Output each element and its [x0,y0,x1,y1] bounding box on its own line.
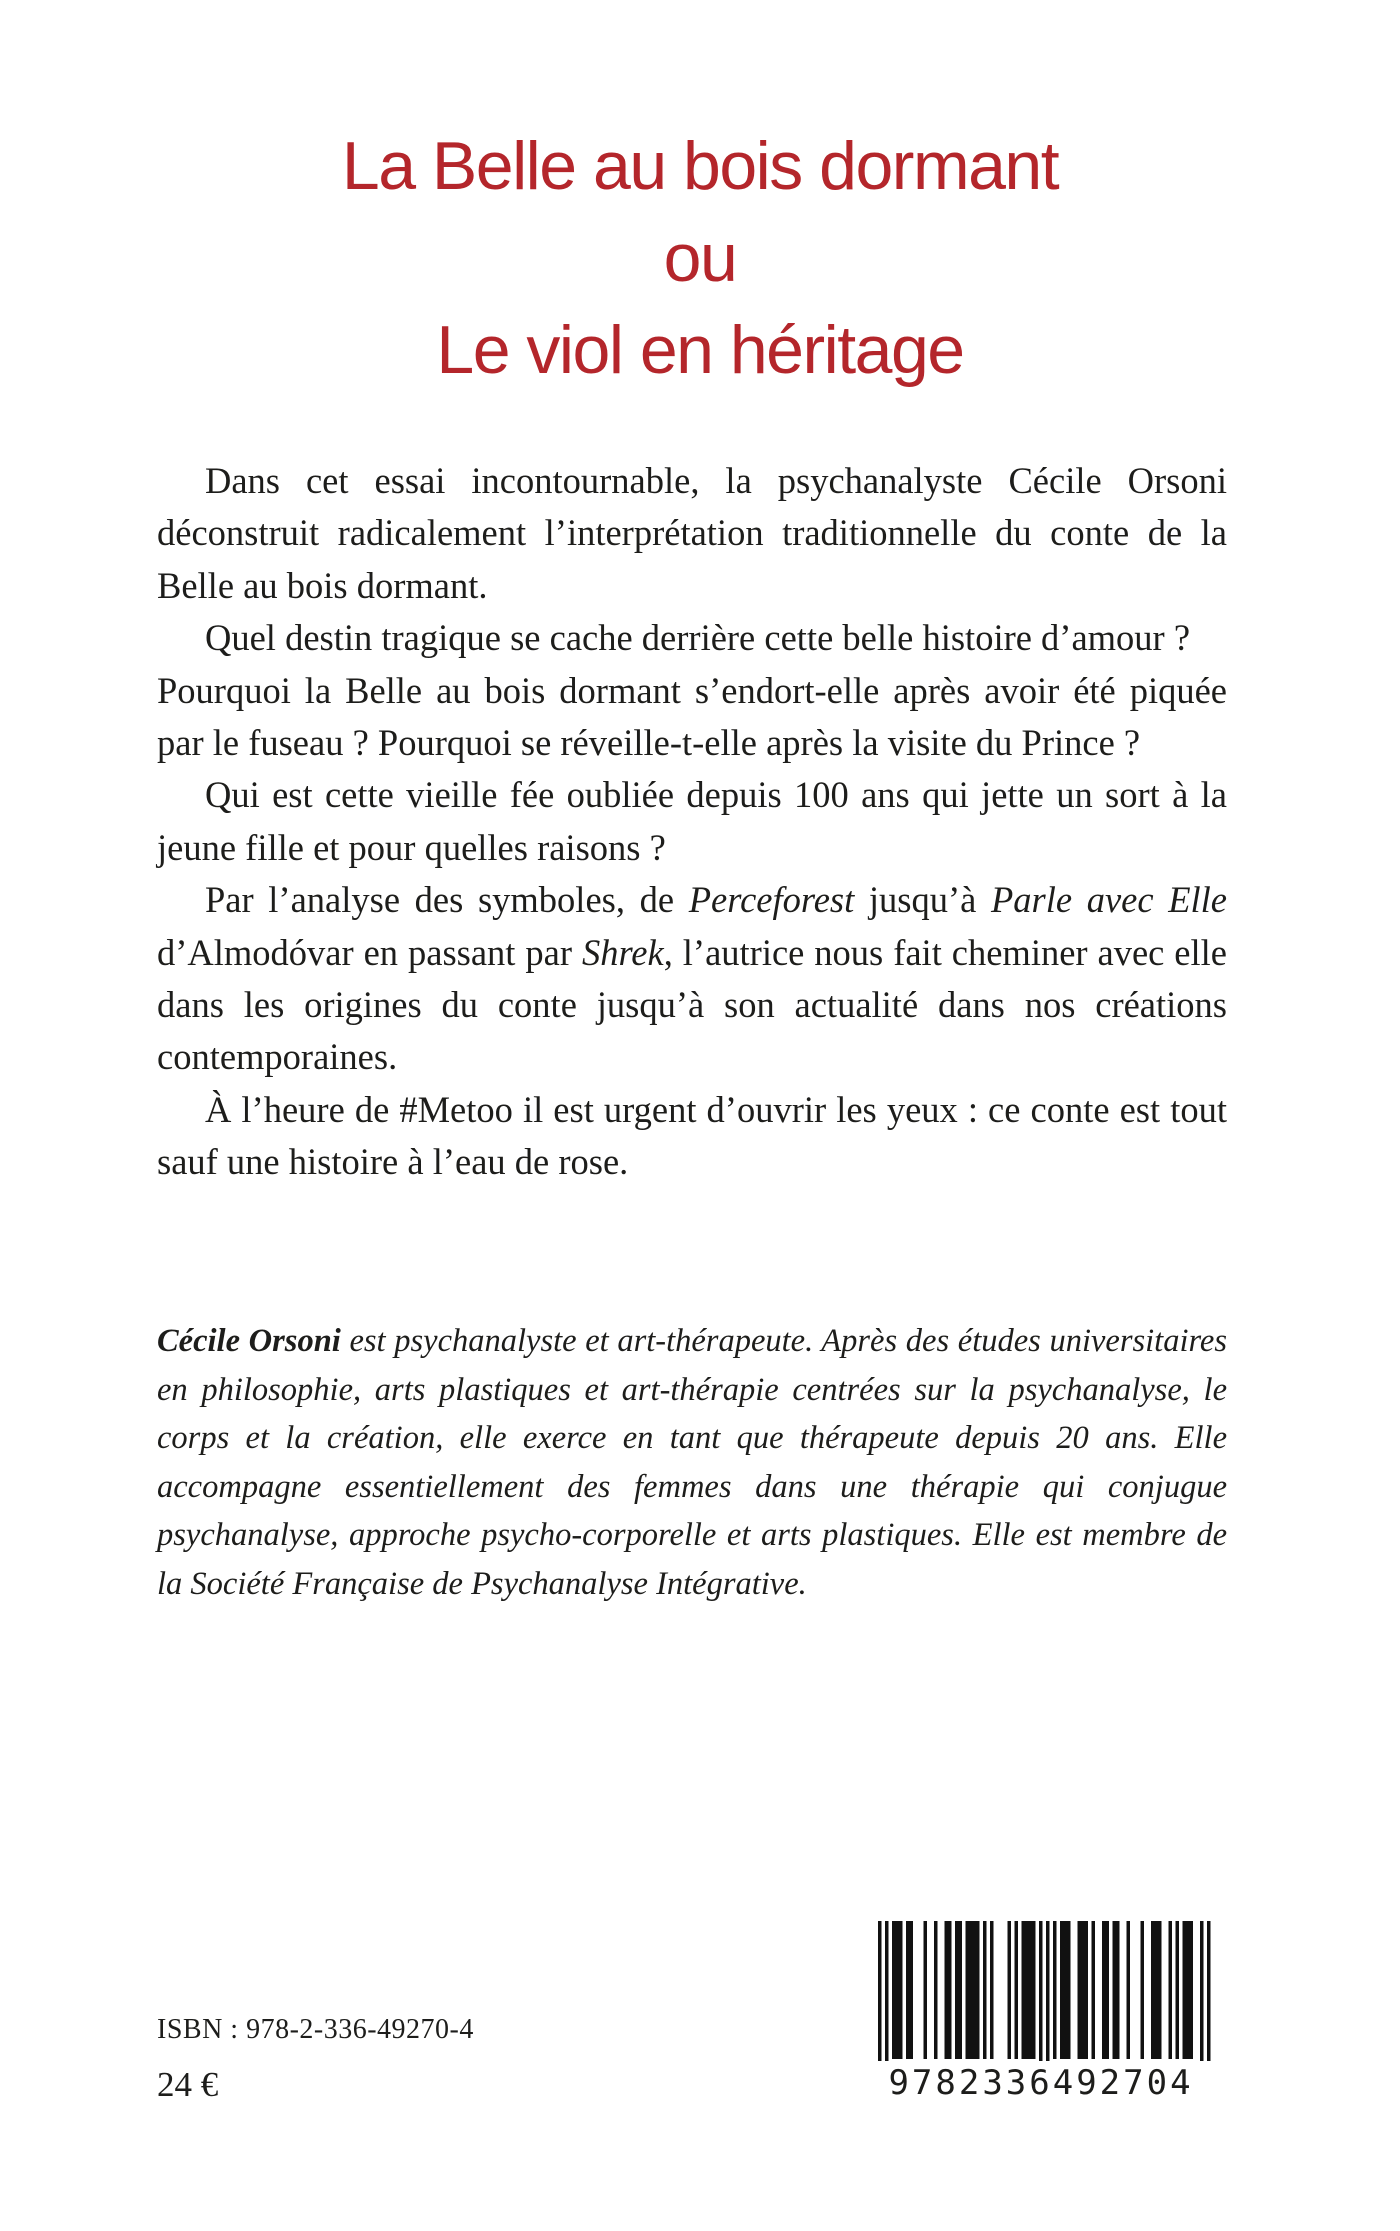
work-title-parle-avec-elle: Parle avec Elle [991,879,1227,921]
barcode-bar [1113,1921,1117,2059]
book-title [0,120,1400,396]
barcode-bar [1183,1921,1187,2059]
barcode [856,1921,1226,2109]
summary-paragraph: Qui est cette vieille fée oubliée depuis 100 ans qui jette un sort à la jeune fille et pour quelles raisons ? [157,774,1227,868]
barcode-bar [1008,1921,1012,2059]
summary-paragraph [157,874,1227,1084]
summary-paragraph: Dans cet essai incontournable, la psychanalyste Cécile Orsoni déconstruit radicalement l’interprétation traditionnelle du conte de la Belle au bois dormant. [157,460,1227,606]
barcode-digits: 9782336492704 [888,2063,1194,2103]
barcode-bar [1155,1921,1159,2059]
barcode-bars [856,1921,1226,2061]
work-title-perceforest: Perceforest [688,879,855,921]
barcode-bar [1127,1921,1131,2059]
bio-paragraph [157,1317,1227,1608]
summary-text: jusqu’à [854,879,991,921]
summary-text: d’Almodóvar en passant par [157,931,582,973]
barcode-bar [1200,1921,1204,2061]
summary-paragraph: À l’heure de #Metoo il est urgent d’ouvrir les yeux : ce conte est tout sauf une histoire à l’eau de rose. [157,1088,1227,1183]
barcode-bar [910,1921,914,2059]
barcode-bar [1039,1921,1043,2061]
barcode-bar [983,1921,987,2059]
barcode-bar [959,1921,963,2059]
barcode-bar [1060,1921,1064,2059]
barcode-bar [1106,1921,1110,2059]
barcode-bar [1207,1921,1211,2061]
work-title-shrek: Shrek [581,931,664,973]
barcode-bar [1102,1921,1106,2059]
barcode-bar [885,1921,889,2061]
title-line-2: ou [663,220,737,296]
barcode-bar [1116,1921,1120,2059]
book-summary [157,455,1227,1189]
barcode-bar [1190,1921,1194,2059]
barcode-bar [966,1921,970,2059]
barcode-bar [1022,1921,1026,2059]
summary-paragraph: Quel destin tragique se cache derrière cette belle histoire d’amour ? [205,617,1191,659]
price-label: 24 € [157,2065,219,2104]
barcode-bar [878,1921,882,2061]
barcode-bar [1141,1921,1145,2059]
barcode-bar [1081,1921,1085,2059]
barcode-bar [1029,1921,1033,2059]
bio-text: est psychanalyste et art-thérapeute. Après des études universitaires en philosophie, arts plastiques et art-thérapie centrées sur la psychanalyse, le corps et la création, elle exerce en tant que thérapeute depuis 20 ans. Elle accompagne essentiellement des femmes dans une thérapie qui conjugue psychanalyse, approche psycho-corporelle et arts plastiques. Elle est membre de la Société Française de Psychanalyse Intégrative. [157,1323,1227,1602]
barcode-bar [892,1921,896,2059]
summary-paragraph: Pourquoi la Belle au bois dormant s’endort-elle après avoir été piquée par le fuseau ? Pourquoi se réveille-t-elle après la visite du Prince ? [157,669,1227,764]
barcode-bar [1078,1921,1082,2059]
barcode-bar [906,1921,910,2059]
barcode-bar [924,1921,928,2059]
summary-text: Par l’analyse des symboles, de [205,879,689,921]
barcode-bar [969,1921,973,2059]
barcode-bar [1085,1921,1089,2059]
barcode-bar [973,1921,977,2059]
barcode-bar [1158,1921,1162,2059]
barcode-bar [1176,1921,1180,2059]
barcode-bar [896,1921,900,2059]
barcode-bar [1064,1921,1068,2059]
isbn-label: ISBN : 978-2-336-49270-4 [157,2014,474,2045]
barcode-bar [990,1921,994,2059]
author-name: Cécile Orsoni [157,1323,341,1359]
barcode-bar [1169,1921,1173,2059]
author-bio [157,1317,1227,1608]
barcode-bar [1186,1921,1190,2059]
barcode-bar [948,1921,952,2059]
title-line-1: La Belle au bois dormant [341,128,1059,204]
barcode-bar [934,1921,938,2059]
barcode-bar [945,1921,949,2059]
barcode-bar [1025,1921,1029,2059]
barcode-bar [1015,1921,1019,2059]
summary-text: , l’autrice nous fait cheminer avec elle dans les origines du conte jusqu’à son actualité dans nos créations contemporaines. [157,931,1227,1078]
barcode-bar [1067,1921,1071,2059]
barcode-bar [899,1921,903,2059]
barcode-bar [1151,1921,1155,2059]
barcode-bar [1046,1921,1050,2061]
title-line-3: Le viol en héritage [436,312,964,388]
barcode-bar [955,1921,959,2059]
barcode-bar [976,1921,980,2059]
barcode-bar [1092,1921,1096,2059]
barcode-bar [1032,1921,1036,2059]
barcode-bar [1053,1921,1057,2059]
